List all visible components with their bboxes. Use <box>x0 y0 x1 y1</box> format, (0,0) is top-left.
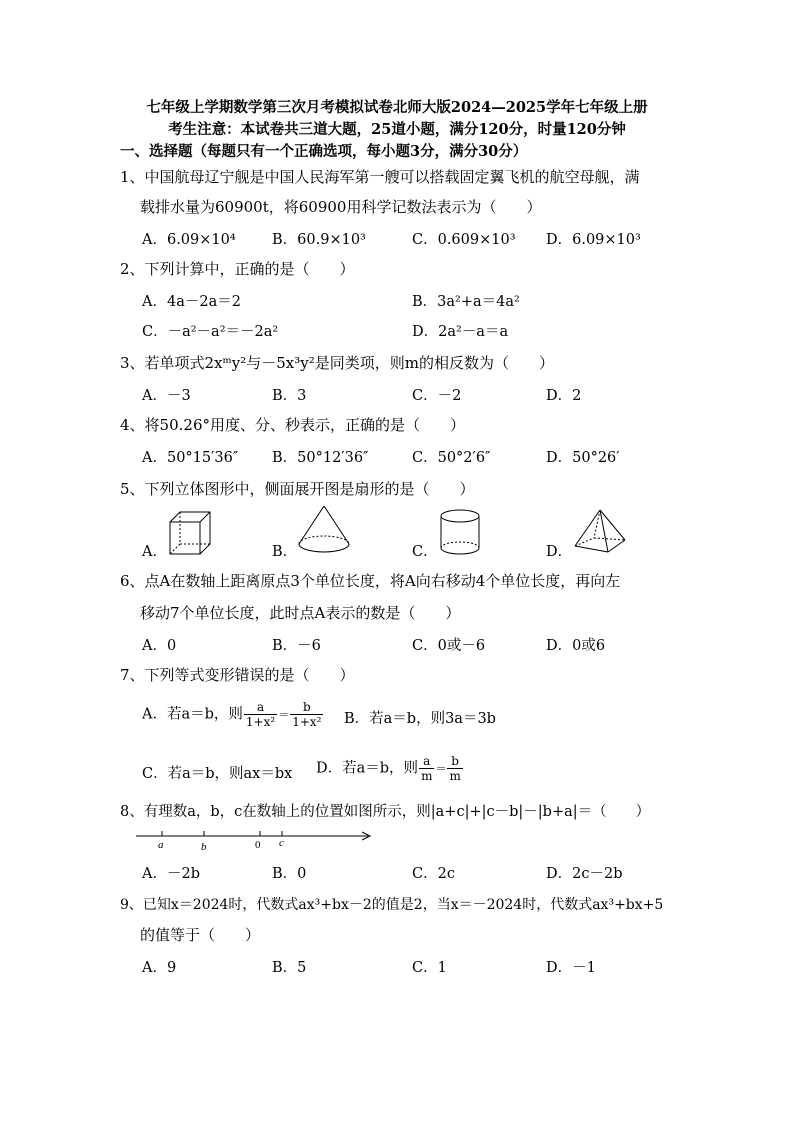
q3-stem: 3、若单项式2xᵐy²与－5x³y²是同类项，则m的相反数为（ ） <box>120 354 554 372</box>
number-line-figure <box>136 826 376 854</box>
q7-option-a-prefix: A．若a＝b，则 <box>142 706 243 723</box>
q6-option-c: C．0或－6 <box>412 638 486 654</box>
q5-option-a: A． <box>142 544 167 560</box>
q3-option-b: B．3 <box>272 388 307 404</box>
q9-option-d: D．－1 <box>546 960 596 976</box>
q8-stem: 8、有理数a，b，c在数轴上的位置如图所示，则|a+c|+|c－b|－|b+a|＝（ ） <box>120 804 651 820</box>
q6-option-d: D．0或6 <box>546 638 606 654</box>
q2-option-d: D．2a²－a＝a <box>412 324 509 340</box>
q5-option-d: D． <box>546 544 573 560</box>
q7-stem: 7、下列等式变形错误的是（ ） <box>120 666 355 684</box>
label-b: b <box>201 841 207 853</box>
q4-option-b: B．50°12′36″ <box>272 450 369 466</box>
q9-stem-line1: 9、已知x＝2024时，代数式ax³+bx－2的值是2，当x＝－2024时，代数式ax³+bx+5 <box>120 897 664 913</box>
q7-option-d <box>316 754 464 783</box>
q1-stem-line2: 载排水量为60900t，将60900用科学记数法表示为（ ） <box>140 198 542 216</box>
q7-fraction-b-denominator: 1+x² <box>292 715 322 729</box>
q7-option-d-prefix: D．若a＝b，则 <box>316 760 419 777</box>
exam-title: 七年级上学期数学第三次月考模拟试卷北师大版2024—2025学年七年级上册 <box>146 99 648 116</box>
q7-fraction-b <box>290 700 323 729</box>
q8-option-a: A．－2b <box>142 866 200 882</box>
q7-fraction-d-a-numerator: a <box>419 754 434 769</box>
q1-option-d: D．6.09×10³ <box>546 232 641 248</box>
section-heading: 一、选择题（每题只有一个正确选项，每小题3分，满分30分） <box>120 143 528 160</box>
q7-option-b: B．若a＝b，则3a＝3b <box>344 711 496 727</box>
q4-option-c: C．50°2′6″ <box>412 450 491 466</box>
q7-option-c: C．若a＝b，则ax＝bx <box>142 766 293 782</box>
q5-stem: 5、下列立体图形中，侧面展开图是扇形的是（ ） <box>120 480 475 498</box>
q3-option-a: A．－3 <box>142 388 191 404</box>
q2-option-c: C．－a²－a²＝－2a² <box>142 324 279 340</box>
pyramid-figure <box>572 508 628 556</box>
q8-option-b: B．0 <box>272 866 307 882</box>
q4-option-d: D．50°26′ <box>546 450 620 466</box>
q2-option-a: A．4a－2a＝2 <box>142 294 241 310</box>
label-c: c <box>279 837 284 849</box>
q7-fraction-d-a-denominator: m <box>421 769 433 783</box>
q6-stem-line1: 6、点A在数轴上距离原点3个单位长度，将A向右移动4个单位长度，再向左 <box>120 572 621 590</box>
q7-fraction-a-numerator: a <box>244 700 277 715</box>
q7-fraction-d-b-denominator: m <box>449 769 461 783</box>
q6-stem-line2: 移动7个单位长度，此时点A表示的数是（ ） <box>140 604 461 622</box>
q7-fraction-d-b <box>447 754 462 783</box>
cylinder-figure <box>438 508 482 558</box>
q8-option-c: C．2c <box>412 866 455 882</box>
exam-notice: 考生注意：本试卷共三道大题，25道小题，满分120分，时量120分钟 <box>168 121 626 138</box>
q7-fraction-d-b-numerator: b <box>447 754 462 769</box>
q9-stem-line2: 的值等于（ ） <box>140 926 261 944</box>
cube-figure <box>166 508 214 556</box>
q1-option-a: A．6.09×10⁴ <box>142 232 236 248</box>
q3-option-c: C．－2 <box>412 388 462 404</box>
q7-equals: ＝ <box>278 708 290 722</box>
q8-option-d: D．2c－2b <box>546 866 623 882</box>
q9-option-a: A．9 <box>142 960 177 976</box>
q1-option-c: C．0.609×10³ <box>412 232 516 248</box>
q2-stem: 2、下列计算中，正确的是（ ） <box>120 260 355 278</box>
q2-option-b: B．3a²+a＝4a² <box>412 294 520 310</box>
q7-fraction-a-denominator: 1+x² <box>245 715 276 729</box>
q1-stem-line1: 1、中国航母辽宁舰是中国人民海军第一艘可以搭载固定翼飞机的航空母舰，满 <box>120 168 640 186</box>
cone-figure <box>296 504 352 556</box>
q5-option-b: B． <box>272 544 298 560</box>
q9-option-c: C．1 <box>412 960 447 976</box>
q6-option-b: B．－6 <box>272 638 321 654</box>
q5-option-c: C． <box>412 544 438 560</box>
q7-option-a <box>142 700 324 729</box>
q4-stem: 4、将50.26°用度、分、秒表示，正确的是（ ） <box>120 416 465 434</box>
q7-fraction-a <box>244 700 277 729</box>
q9-option-b: B．5 <box>272 960 307 976</box>
q6-option-a: A．0 <box>142 638 177 654</box>
q7-d-equals: ＝ <box>435 762 447 776</box>
q7-fraction-b-numerator: b <box>290 700 323 715</box>
q7-fraction-d-a <box>419 754 434 783</box>
q3-option-d: D．2 <box>546 388 582 404</box>
q1-option-b: B．60.9×10³ <box>272 232 366 248</box>
q4-option-a: A．50°15′36″ <box>142 450 239 466</box>
label-a: a <box>158 839 164 851</box>
label-zero: 0 <box>255 839 261 851</box>
